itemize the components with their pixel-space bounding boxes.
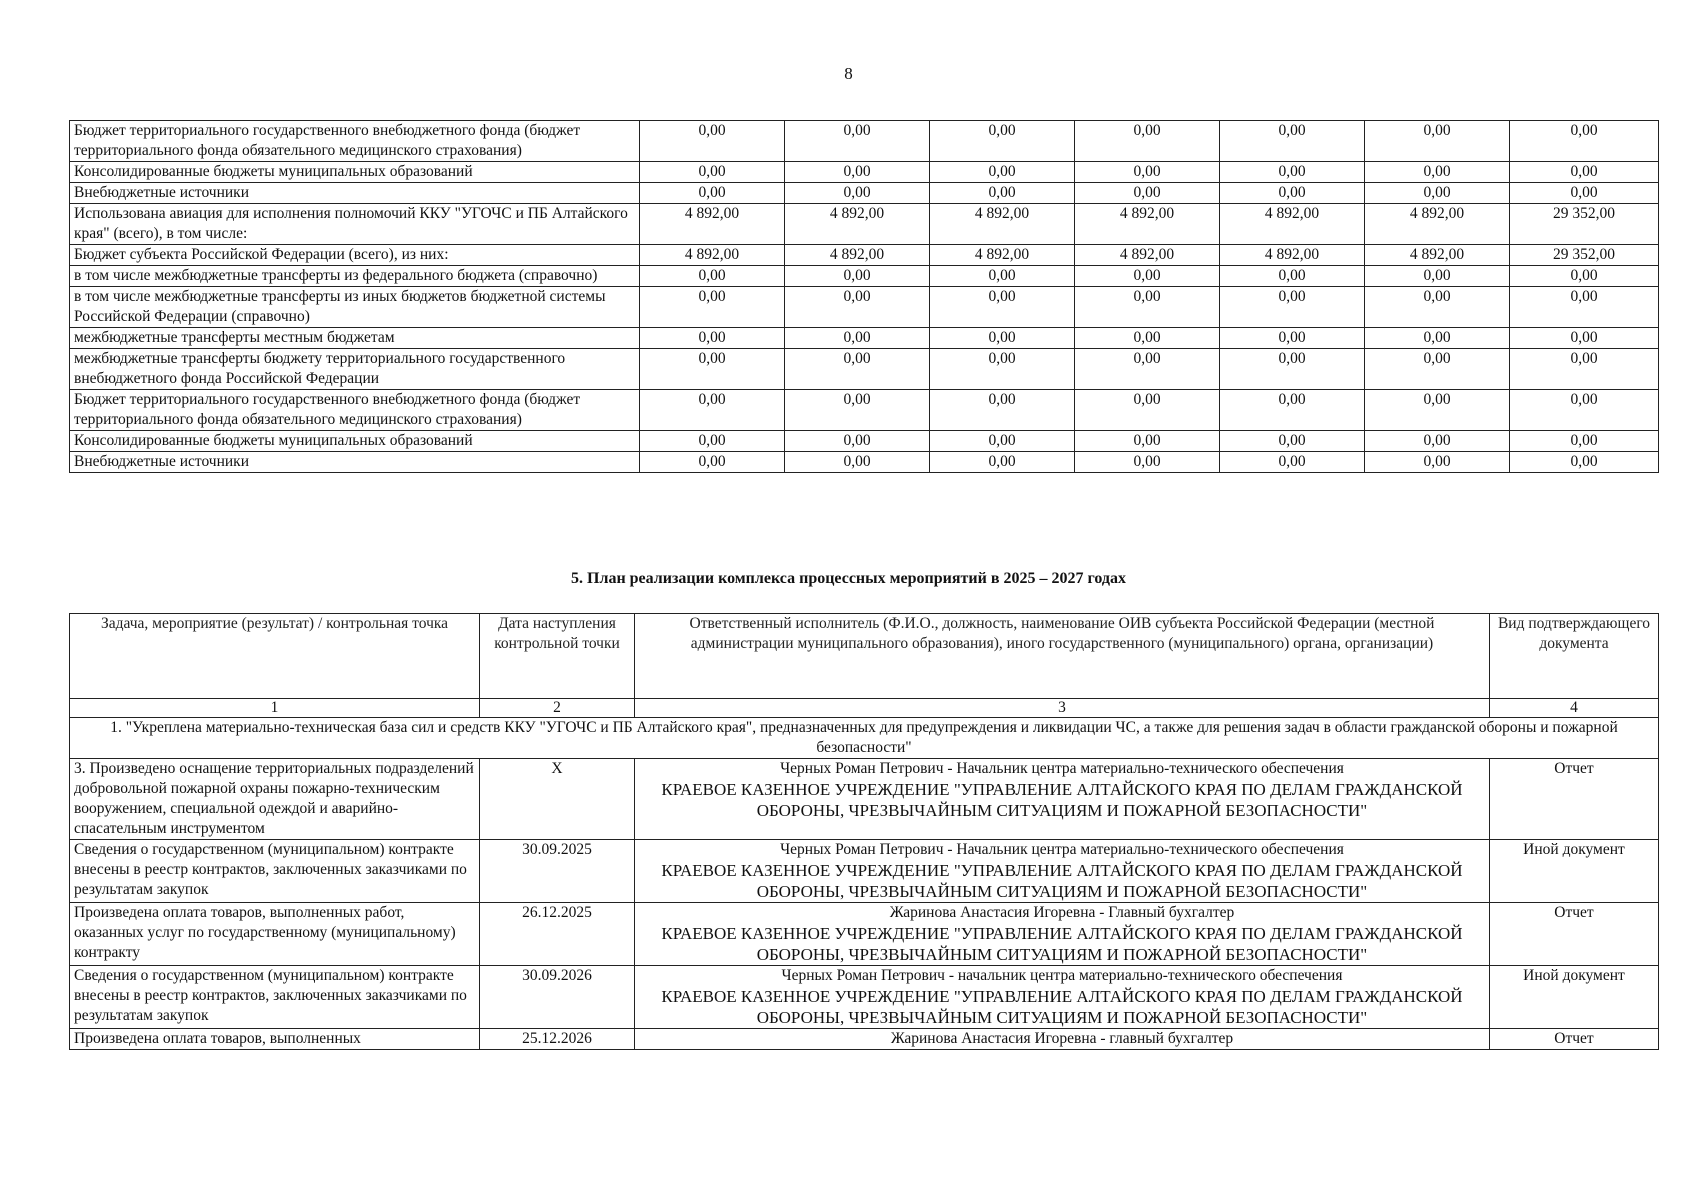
finance-value: 0,00 — [785, 390, 930, 431]
plan-row — [70, 1029, 1659, 1050]
responsible-person: Жаринова Анастасия Игоревна - Главный бухгалтер — [889, 904, 1235, 921]
finance-value: 0,00 — [930, 390, 1075, 431]
finance-value: 0,00 — [1075, 266, 1220, 287]
plan-date: 26.12.2025 — [480, 903, 635, 966]
finance-value: 0,00 — [1075, 121, 1220, 162]
finance-row — [70, 183, 1659, 204]
finance-value: 0,00 — [1365, 390, 1510, 431]
finance-value: 0,00 — [1365, 266, 1510, 287]
finance-value: 0,00 — [930, 452, 1075, 473]
finance-table — [69, 120, 1659, 473]
finance-row — [70, 245, 1659, 266]
finance-row-label: Консолидированные бюджеты муниципальных образований — [70, 162, 640, 183]
finance-value: 0,00 — [1510, 287, 1659, 328]
finance-row — [70, 266, 1659, 287]
finance-value: 0,00 — [1510, 452, 1659, 473]
responsible-person: Черных Роман Петрович - Начальник центра материально-технического обеспечения — [780, 760, 1344, 777]
finance-value: 0,00 — [785, 183, 930, 204]
finance-value: 0,00 — [1075, 452, 1220, 473]
finance-value: 0,00 — [640, 328, 785, 349]
finance-value: 0,00 — [1220, 287, 1365, 328]
finance-value: 0,00 — [785, 452, 930, 473]
finance-value: 0,00 — [1365, 121, 1510, 162]
header-responsible: Ответственный исполнитель (Ф.И.О., должность, наименование ОИВ субъекта Российской Федерации (местной администрации муниципального образования), иного государственного (муниципального) органа, организации) — [635, 614, 1490, 699]
finance-value: 0,00 — [1365, 183, 1510, 204]
finance-row-label: в том числе межбюджетные трансферты из федерального бюджета (справочно) — [70, 266, 640, 287]
finance-value: 0,00 — [640, 431, 785, 452]
finance-value: 0,00 — [1510, 162, 1659, 183]
finance-value: 0,00 — [785, 121, 930, 162]
plan-document-type: Отчет — [1490, 903, 1659, 966]
page-number: 8 — [844, 64, 853, 83]
finance-row — [70, 431, 1659, 452]
finance-value: 0,00 — [785, 328, 930, 349]
finance-value: 4 892,00 — [1220, 204, 1365, 245]
plan-task: Произведена оплата товаров, выполненных работ, оказанных услуг по государственному (муниципальному) контракту — [70, 903, 480, 966]
finance-value: 29 352,00 — [1510, 204, 1659, 245]
finance-value: 0,00 — [1220, 328, 1365, 349]
finance-value: 4 892,00 — [1220, 245, 1365, 266]
plan-header-row — [70, 614, 1659, 699]
finance-row — [70, 162, 1659, 183]
finance-value: 0,00 — [785, 349, 930, 390]
finance-value: 4 892,00 — [930, 245, 1075, 266]
plan-responsible — [635, 903, 1490, 966]
section-title: 5. План реализации комплекса процессных мероприятий в 2025 – 2027 годах — [571, 570, 1126, 587]
plan-group-row — [70, 718, 1659, 759]
plan-date: X — [480, 759, 635, 840]
finance-value: 0,00 — [930, 349, 1075, 390]
plan-group-title: 1. "Укреплена материально-техническая база сил и средств ККУ "УГОЧС и ПБ Алтайского края", предназначенных для предупреждения и ликвидации ЧС, а также для решения задач в области гражданской обороны и пожарной безопасности" — [70, 718, 1659, 759]
plan-date: 30.09.2026 — [480, 966, 635, 1029]
plan-document-type: Иной документ — [1490, 840, 1659, 903]
finance-row — [70, 328, 1659, 349]
column-number-row — [70, 699, 1659, 718]
finance-row — [70, 121, 1659, 162]
finance-value: 0,00 — [1075, 390, 1220, 431]
finance-row-label: Консолидированные бюджеты муниципальных образований — [70, 431, 640, 452]
plan-responsible — [635, 1029, 1490, 1050]
plan-responsible — [635, 840, 1490, 903]
plan-row — [70, 966, 1659, 1029]
finance-value: 0,00 — [930, 121, 1075, 162]
finance-value: 0,00 — [785, 287, 930, 328]
finance-value: 0,00 — [1220, 162, 1365, 183]
finance-value: 0,00 — [1510, 328, 1659, 349]
finance-value: 0,00 — [1075, 431, 1220, 452]
finance-value: 0,00 — [1075, 162, 1220, 183]
plan-document-type: Отчет — [1490, 759, 1659, 840]
finance-value: 0,00 — [930, 431, 1075, 452]
finance-value: 0,00 — [1365, 452, 1510, 473]
finance-value: 0,00 — [1365, 287, 1510, 328]
responsible-organization: КРАЕВОЕ КАЗЕННОЕ УЧРЕЖДЕНИЕ "УПРАВЛЕНИЕ АЛТАЙСКОГО КРАЯ ПО ДЕЛАМ ГРАЖДАНСКОЙ ОБОРОНЫ, ЧРЕЗВЫЧАЙНЫМ СИТУАЦИЯМ И ПОЖАРНОЙ БЕЗОПАСНОСТИ" — [661, 861, 1463, 901]
finance-value: 0,00 — [1510, 431, 1659, 452]
finance-value: 0,00 — [1365, 431, 1510, 452]
finance-row-label: межбюджетные трансферты бюджету территориального государственного внебюджетного фонда Российской Федерации — [70, 349, 640, 390]
plan-document-type: Отчет — [1490, 1029, 1659, 1050]
finance-value: 0,00 — [1365, 162, 1510, 183]
finance-value: 0,00 — [1220, 266, 1365, 287]
plan-task: Произведена оплата товаров, выполненных — [70, 1029, 480, 1050]
finance-value: 0,00 — [1365, 349, 1510, 390]
column-number: 3 — [635, 699, 1490, 718]
finance-value: 0,00 — [1510, 266, 1659, 287]
column-number: 1 — [70, 699, 480, 718]
finance-row-label: Внебюджетные источники — [70, 183, 640, 204]
finance-value: 0,00 — [1075, 328, 1220, 349]
finance-value: 4 892,00 — [1075, 245, 1220, 266]
finance-row-label: Бюджет территориального государственного внебюджетного фонда (бюджет территориального фонда обязательного медицинского страхования) — [70, 390, 640, 431]
finance-value: 0,00 — [930, 266, 1075, 287]
responsible-organization: КРАЕВОЕ КАЗЕННОЕ УЧРЕЖДЕНИЕ "УПРАВЛЕНИЕ АЛТАЙСКОГО КРАЯ ПО ДЕЛАМ ГРАЖДАНСКОЙ ОБОРОНЫ, ЧРЕЗВЫЧАЙНЫМ СИТУАЦИЯМ И ПОЖАРНОЙ БЕЗОПАСНОСТИ" — [661, 987, 1463, 1027]
finance-value: 0,00 — [930, 183, 1075, 204]
finance-row-label: в том числе межбюджетные трансферты из иных бюджетов бюджетной системы Российской Федерации (справочно) — [70, 287, 640, 328]
plan-task: Сведения о государственном (муниципальном) контракте внесены в реестр контрактов, заключенных заказчиками по результатам закупок — [70, 840, 480, 903]
finance-value: 0,00 — [1220, 452, 1365, 473]
finance-row — [70, 452, 1659, 473]
plan-document-type: Иной документ — [1490, 966, 1659, 1029]
plan-date: 30.09.2025 — [480, 840, 635, 903]
finance-value: 4 892,00 — [640, 245, 785, 266]
finance-value: 0,00 — [640, 121, 785, 162]
finance-value: 0,00 — [1365, 328, 1510, 349]
plan-row — [70, 840, 1659, 903]
finance-row-label: Бюджет территориального государственного внебюджетного фонда (бюджет территориального фонда обязательного медицинского страхования) — [70, 121, 640, 162]
finance-value: 0,00 — [640, 287, 785, 328]
finance-value: 0,00 — [640, 162, 785, 183]
finance-value: 4 892,00 — [1365, 245, 1510, 266]
finance-row — [70, 287, 1659, 328]
header-document: Вид подтверждающего документа — [1490, 614, 1659, 699]
finance-value: 0,00 — [1510, 121, 1659, 162]
responsible-organization: КРАЕВОЕ КАЗЕННОЕ УЧРЕЖДЕНИЕ "УПРАВЛЕНИЕ АЛТАЙСКОГО КРАЯ ПО ДЕЛАМ ГРАЖДАНСКОЙ ОБОРОНЫ, ЧРЕЗВЫЧАЙНЫМ СИТУАЦИЯМ И ПОЖАРНОЙ БЕЗОПАСНОСТИ" — [661, 780, 1463, 820]
finance-row — [70, 204, 1659, 245]
finance-value: 0,00 — [640, 183, 785, 204]
responsible-person: Черных Роман Петрович - начальник центра материально-технического обеспечения — [781, 967, 1343, 984]
finance-value: 0,00 — [785, 431, 930, 452]
finance-value: 0,00 — [930, 162, 1075, 183]
responsible-organization: КРАЕВОЕ КАЗЕННОЕ УЧРЕЖДЕНИЕ "УПРАВЛЕНИЕ АЛТАЙСКОГО КРАЯ ПО ДЕЛАМ ГРАЖДАНСКОЙ ОБОРОНЫ, ЧРЕЗВЫЧАЙНЫМ СИТУАЦИЯМ И ПОЖАРНОЙ БЕЗОПАСНОСТИ" — [661, 924, 1463, 964]
finance-row-label: Бюджет субъекта Российской Федерации (всего), из них: — [70, 245, 640, 266]
finance-value: 0,00 — [1075, 183, 1220, 204]
finance-value: 0,00 — [640, 349, 785, 390]
finance-value: 4 892,00 — [930, 204, 1075, 245]
plan-row — [70, 903, 1659, 966]
plan-row — [70, 759, 1659, 840]
finance-value: 0,00 — [1075, 287, 1220, 328]
header-date: Дата наступления контрольной точки — [480, 614, 635, 699]
finance-value: 0,00 — [640, 390, 785, 431]
finance-value: 29 352,00 — [1510, 245, 1659, 266]
finance-row-label: Внебюджетные источники — [70, 452, 640, 473]
finance-value: 0,00 — [1510, 183, 1659, 204]
finance-value: 0,00 — [1220, 431, 1365, 452]
finance-value: 0,00 — [1220, 183, 1365, 204]
finance-value: 0,00 — [785, 266, 930, 287]
finance-value: 0,00 — [640, 452, 785, 473]
finance-value: 4 892,00 — [785, 204, 930, 245]
finance-row-label: межбюджетные трансферты местным бюджетам — [70, 328, 640, 349]
plan-date: 25.12.2026 — [480, 1029, 635, 1050]
plan-table — [69, 613, 1659, 1050]
plan-task: 3. Произведено оснащение территориальных подразделений добровольной пожарной охраны пожарно-техническим вооружением, специальной одеждой и аварийно-спасательным инструментом — [70, 759, 480, 840]
finance-value: 4 892,00 — [640, 204, 785, 245]
finance-value: 4 892,00 — [785, 245, 930, 266]
column-number: 4 — [1490, 699, 1659, 718]
column-number: 2 — [480, 699, 635, 718]
plan-task: Сведения о государственном (муниципальном) контракте внесены в реестр контрактов, заключенных заказчиками по результатам закупок — [70, 966, 480, 1029]
header-task: Задача, мероприятие (результат) / контрольная точка — [70, 614, 480, 699]
finance-value: 0,00 — [1220, 121, 1365, 162]
finance-value: 0,00 — [930, 287, 1075, 328]
finance-value: 4 892,00 — [1365, 204, 1510, 245]
finance-row — [70, 349, 1659, 390]
finance-value: 0,00 — [1220, 390, 1365, 431]
finance-value: 0,00 — [785, 162, 930, 183]
responsible-person: Черных Роман Петрович - Начальник центра материально-технического обеспечения — [780, 841, 1344, 858]
finance-value: 0,00 — [930, 328, 1075, 349]
finance-row — [70, 390, 1659, 431]
plan-responsible — [635, 966, 1490, 1029]
finance-value: 0,00 — [1510, 349, 1659, 390]
finance-value: 0,00 — [1075, 349, 1220, 390]
finance-value: 4 892,00 — [1075, 204, 1220, 245]
finance-value: 0,00 — [1510, 390, 1659, 431]
responsible-person: Жаринова Анастасия Игоревна - главный бухгалтер — [890, 1030, 1234, 1047]
finance-value: 0,00 — [1220, 349, 1365, 390]
plan-responsible — [635, 759, 1490, 840]
finance-value: 0,00 — [640, 266, 785, 287]
finance-row-label: Использована авиация для исполнения полномочий ККУ "УГОЧС и ПБ Алтайского края" (всего), в том числе: — [70, 204, 640, 245]
